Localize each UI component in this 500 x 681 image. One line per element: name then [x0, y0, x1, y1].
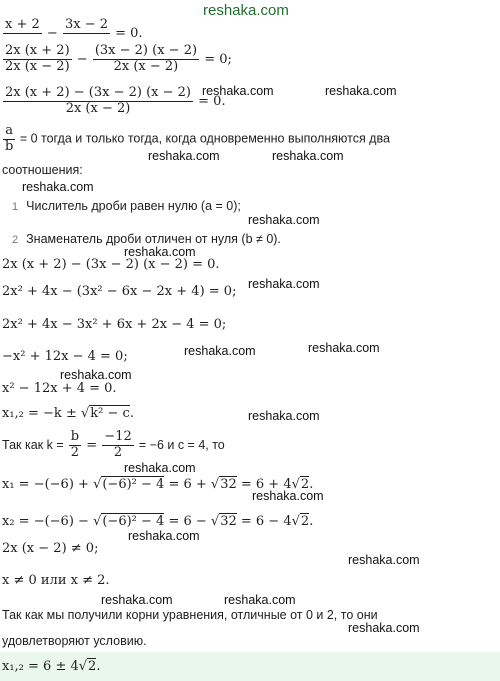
denominator: b [5, 138, 14, 154]
watermark: reshaka.com [224, 593, 296, 607]
fraction [93, 44, 199, 75]
watermark: reshaka.com [124, 245, 196, 259]
equation-part: = 6 − [164, 514, 211, 529]
radicand: 2 [300, 514, 310, 529]
answer-box [0, 652, 500, 681]
radicand: 32 [220, 514, 237, 529]
watermark: reshaka.com [248, 277, 320, 291]
watermark: reshaka.com [308, 341, 380, 355]
equals: = [86, 437, 98, 453]
equation-part: . [96, 659, 101, 674]
equation-line: x² − 12x + 4 = 0. [2, 381, 117, 396]
answer-line: x₁,₂ = 6 ± 4√2. [2, 659, 101, 674]
equals: = 0. [115, 25, 143, 41]
list-number: 1 [12, 201, 19, 213]
equation-part: x₁,₂ = 6 ± 4 [2, 659, 79, 674]
radicand: k² − c [90, 406, 130, 421]
watermark-top: reshaka.com [203, 2, 289, 19]
watermark: reshaka.com [252, 489, 324, 503]
equation-part: . [309, 477, 314, 492]
paragraph-text: = 0 тогда и только тогда, когда одновременно выполняются два [19, 131, 390, 146]
radicand: (−6)² − 4 [102, 477, 165, 492]
denominator: 2 [113, 444, 123, 460]
equation-part: = 6 + [164, 477, 211, 492]
denominator: 2x (x − 2) [113, 58, 179, 74]
radicand: 2 [88, 659, 97, 674]
watermark: reshaka.com [272, 149, 344, 163]
numerator: −12 [104, 429, 132, 444]
watermark: reshaka.com [101, 593, 173, 607]
radicand: 2 [300, 477, 310, 492]
numerator: a [3, 124, 15, 140]
equation-line: 2x² + 4x − 3x² + 6x + 2x − 4 = 0; [2, 317, 227, 332]
list-number: 2 [12, 234, 19, 246]
watermark: reshaka.com [325, 84, 397, 98]
text-line: Так как мы получили корни уравнения, отличные от 0 и 2, то они [2, 608, 378, 622]
numerator: x + 2 [5, 17, 40, 32]
operator: − [46, 25, 58, 41]
watermark: reshaka.com [202, 84, 274, 98]
equation-part: . [129, 406, 134, 421]
equation-part: x₁ = −(−6) + [2, 477, 94, 492]
radicand: 32 [220, 477, 237, 492]
watermark: reshaka.com [124, 461, 196, 475]
numerator: b [70, 429, 80, 444]
watermark: reshaka.com [348, 553, 420, 567]
radicand: (−6)² − 4 [102, 514, 165, 529]
fraction [3, 44, 72, 75]
watermark: reshaka.com [128, 529, 200, 543]
equation-line: 2x² + 4x − (3x² − 6x − 2x + 4) = 0; [2, 284, 237, 299]
numerator: 3x − 2 [64, 17, 108, 32]
numerator: 2x (x + 2) − (3x − 2) (x − 2) [5, 85, 192, 100]
equation-line: x₂ = −(−6) − √(−6)² − 4 = 6 − √32 = 6 − 4√2. [2, 514, 314, 529]
list-text: Знаменатель дроби отличен от нуля (b ≠ 0). [26, 232, 281, 246]
equation-part: x₁,₂ = −k ± [2, 406, 81, 421]
equation-part: = 6 + 4 [236, 477, 292, 492]
fraction [3, 86, 193, 117]
watermark: reshaka.com [248, 213, 320, 227]
equation-part: Так как k = [2, 437, 64, 452]
text-line: удовлетворяют условию. [2, 634, 147, 648]
denominator: 2x (x − 2) [5, 58, 70, 74]
numerator: 2x (x + 2) [5, 43, 70, 58]
watermark: reshaka.com [248, 409, 320, 423]
fraction [69, 430, 81, 461]
equation-line [2, 430, 225, 461]
equation-line: −x² + 12x − 4 = 0; [2, 349, 128, 364]
text-line: соотношения: [2, 163, 83, 177]
equation-part: x₂ = −(−6) − [2, 514, 94, 529]
equation-line: x₁ = −(−6) + √(−6)² − 4 = 6 + √32 = 6 + 4√2. [2, 477, 314, 492]
denominator: 2 [70, 444, 80, 460]
operator: − [76, 51, 88, 67]
equals: = 0; [204, 51, 232, 67]
fraction [102, 430, 133, 461]
list-item [12, 199, 241, 213]
equation-part: = −6 и c = 4, то [138, 437, 225, 452]
equation-part: = 6 − 4 [236, 514, 292, 529]
equation-part: . [309, 514, 314, 529]
watermark: reshaka.com [184, 344, 256, 358]
denominator: 2x (x − 2) [65, 100, 131, 116]
fraction [3, 124, 15, 155]
numerator: (3x − 2) (x − 2) [94, 43, 198, 58]
equation-line: x₁,₂ = −k ± √k² − c. [2, 406, 134, 421]
equation-line: x ≠ 0 или x ≠ 2. [2, 573, 110, 588]
equation-line [2, 86, 226, 117]
equation-line: 2x (x − 2) ≠ 0; [2, 541, 99, 556]
watermark: reshaka.com [60, 368, 132, 382]
equals: = 0. [198, 93, 226, 109]
watermark: reshaka.com [22, 180, 94, 194]
list-text: Числитель дроби равен нулю (a = 0); [26, 199, 241, 213]
equation-line [2, 44, 232, 75]
equation-line: 2x (x + 2) − (3x − 2) (x − 2) = 0. [2, 257, 220, 272]
list-item [12, 232, 281, 246]
text-line [2, 124, 390, 155]
watermark: reshaka.com [148, 149, 220, 163]
watermark: reshaka.com [348, 621, 420, 635]
